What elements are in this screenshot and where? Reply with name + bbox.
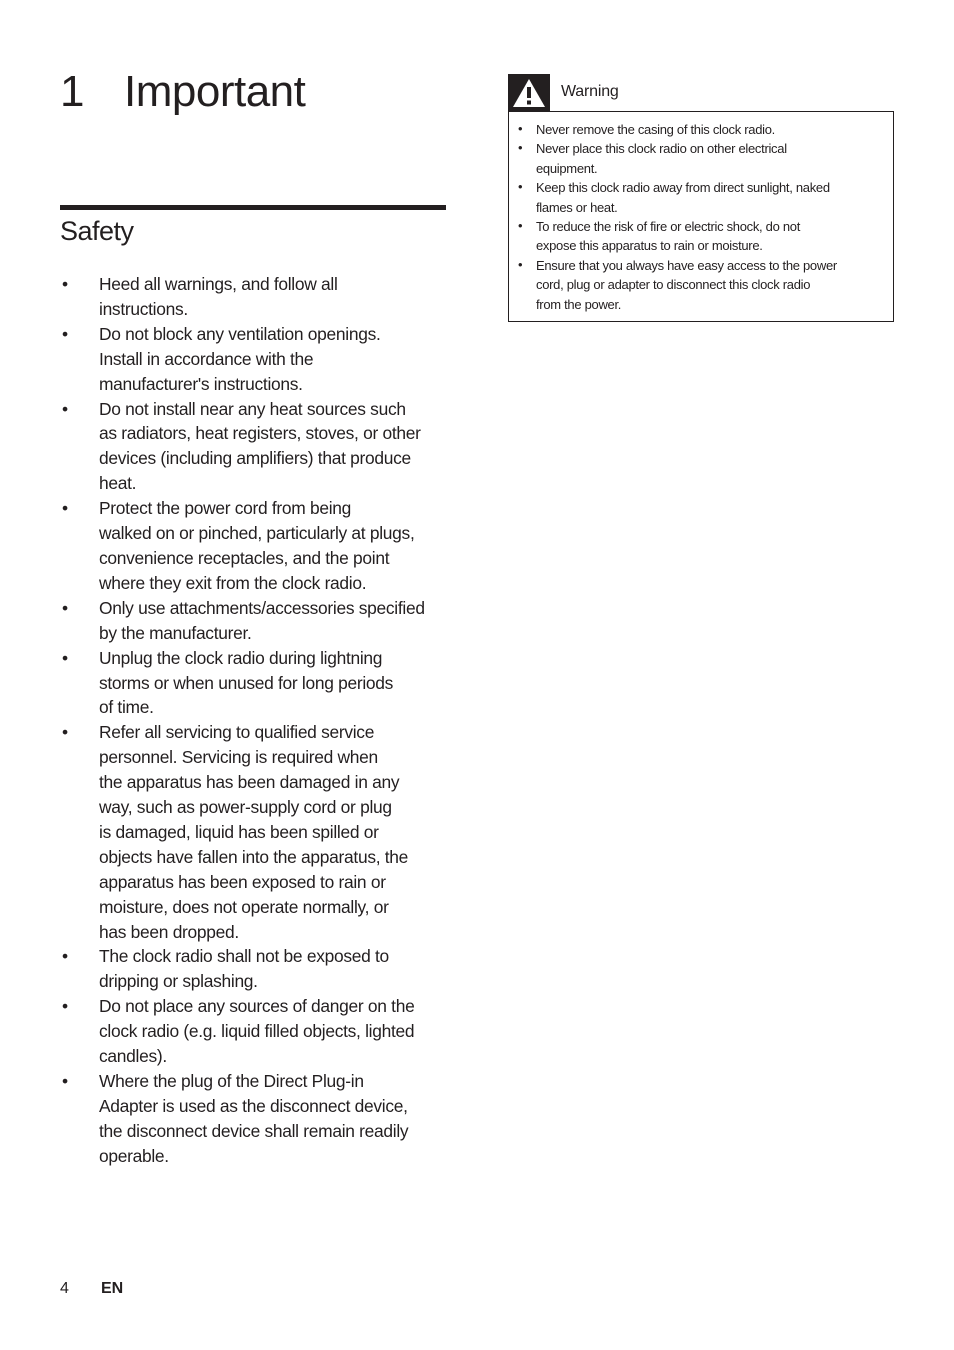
safety-item xyxy=(60,944,450,994)
item-text-line: objects have fallen into the apparatus, the xyxy=(99,846,409,867)
item-text-line: To reduce the risk of fire or electric shock, do not xyxy=(536,219,801,235)
item-text-line: Adapter is used as the disconnect device, xyxy=(99,1095,408,1116)
item-text-line: is damaged, liquid has been spilled or xyxy=(99,821,379,842)
safety-item xyxy=(60,596,450,646)
safety-item xyxy=(60,397,450,497)
bullet-icon: • xyxy=(518,218,523,234)
bullet-icon: • xyxy=(62,946,68,967)
warning-label: Warning xyxy=(561,83,619,100)
warning-triangle-icon xyxy=(508,74,550,112)
chapter-heading xyxy=(60,64,305,120)
warning-item xyxy=(517,120,885,139)
warning-item xyxy=(517,178,885,217)
item-text-line: manufacturer's instructions. xyxy=(99,373,303,394)
bullet-icon: • xyxy=(62,398,68,419)
item-text-line: Refer all servicing to qualified service xyxy=(99,722,375,743)
bullet-icon: • xyxy=(62,647,68,668)
item-text-line: Where the plug of the Direct Plug-in xyxy=(99,1071,364,1091)
safety-item xyxy=(60,272,450,322)
safety-list xyxy=(60,272,450,1169)
safety-item xyxy=(60,322,450,397)
chapter-number: 1 xyxy=(60,67,84,116)
item-text-line: devices (including amplifiers) that produce xyxy=(99,448,411,469)
item-text-line: candles). xyxy=(99,1046,167,1067)
item-text-line: Keep this clock radio away from direct sunlight, naked xyxy=(536,180,830,196)
item-text-line: the disconnect device shall remain readily xyxy=(99,1120,409,1141)
safety-item xyxy=(60,646,450,721)
bullet-icon: • xyxy=(62,597,68,618)
warning-item xyxy=(517,217,885,256)
bullet-icon: • xyxy=(62,274,68,294)
warning-item xyxy=(517,256,885,314)
page-number: 4 xyxy=(60,1280,69,1297)
item-text-line: instructions. xyxy=(99,298,188,319)
bullet-icon: • xyxy=(518,140,523,156)
item-text-line: from the power. xyxy=(536,296,622,312)
item-text-line: as radiators, heat registers, stoves, or other xyxy=(99,423,421,444)
warning-item xyxy=(517,139,885,178)
item-text-line: heat. xyxy=(99,473,137,494)
item-text-line: Do not place any sources of danger on the xyxy=(99,996,415,1017)
item-text-line: expose this apparatus to rain or moisture. xyxy=(536,238,763,254)
item-text-line: Install in accordance with the xyxy=(99,348,314,369)
warning-box xyxy=(508,111,894,322)
item-text-line: clock radio (e.g. liquid filled objects, lighted xyxy=(99,1021,415,1042)
item-text-line: Do not install near any heat sources such xyxy=(99,398,406,419)
item-text-line: walked on or pinched, particularly at plugs, xyxy=(99,523,415,544)
bullet-icon: • xyxy=(62,1071,68,1091)
item-text-line: Heed all warnings, and follow all xyxy=(99,274,338,294)
bullet-icon: • xyxy=(62,498,68,519)
item-text-line: Never place this clock radio on other electrical xyxy=(536,141,787,157)
item-text-line: convenience receptacles, and the point xyxy=(99,547,390,568)
section-divider xyxy=(60,205,446,210)
bullet-icon: • xyxy=(62,323,68,344)
item-text-line: by the manufacturer. xyxy=(99,622,252,643)
warning-list xyxy=(517,120,885,314)
item-text-line: equipment. xyxy=(536,160,598,176)
safety-item xyxy=(60,496,450,596)
safety-item xyxy=(60,1069,450,1169)
item-text-line: storms or when unused for long periods xyxy=(99,672,394,693)
safety-item xyxy=(60,994,450,1069)
item-text-line: has been dropped. xyxy=(99,921,239,942)
chapter-title: Important xyxy=(124,67,306,116)
item-text-line: Protect the power cord from being xyxy=(99,498,352,519)
bullet-icon: • xyxy=(62,996,68,1017)
bullet-icon: • xyxy=(518,256,523,272)
language-code: EN xyxy=(101,1280,124,1297)
item-text-line: Ensure that you always have easy access to the power xyxy=(536,257,837,273)
item-text-line: Unplug the clock radio during lightning xyxy=(99,647,383,668)
item-text-line: dripping or splashing. xyxy=(99,971,258,992)
section-title: Safety xyxy=(60,216,134,246)
bullet-icon: • xyxy=(518,121,523,136)
item-text-line: personnel. Servicing is required when xyxy=(99,747,378,768)
safety-item xyxy=(60,720,450,944)
item-text-line: the apparatus has been damaged in any xyxy=(99,772,400,793)
item-text-line: operable. xyxy=(99,1145,169,1166)
item-text-line: Only use attachments/accessories specified xyxy=(99,597,425,618)
item-text-line: flames or heat. xyxy=(536,199,618,215)
warning-header xyxy=(508,74,894,112)
bullet-icon: • xyxy=(62,722,68,743)
item-text-line: of time. xyxy=(99,697,154,718)
item-text-line: Do not block any ventilation openings. xyxy=(99,323,381,344)
item-text-line: moisture, does not operate normally, or xyxy=(99,896,389,917)
item-text-line: The clock radio shall not be exposed to xyxy=(99,946,389,967)
item-text-line: apparatus has been exposed to rain or xyxy=(99,871,386,892)
item-text-line: cord, plug or adapter to disconnect this clock radio xyxy=(536,277,811,293)
item-text-line: way, such as power-supply cord or plug xyxy=(99,797,392,818)
item-text-line: Never remove the casing of this clock radio. xyxy=(536,122,775,137)
item-text-line: where they exit from the clock radio. xyxy=(99,572,367,593)
bullet-icon: • xyxy=(518,179,523,195)
